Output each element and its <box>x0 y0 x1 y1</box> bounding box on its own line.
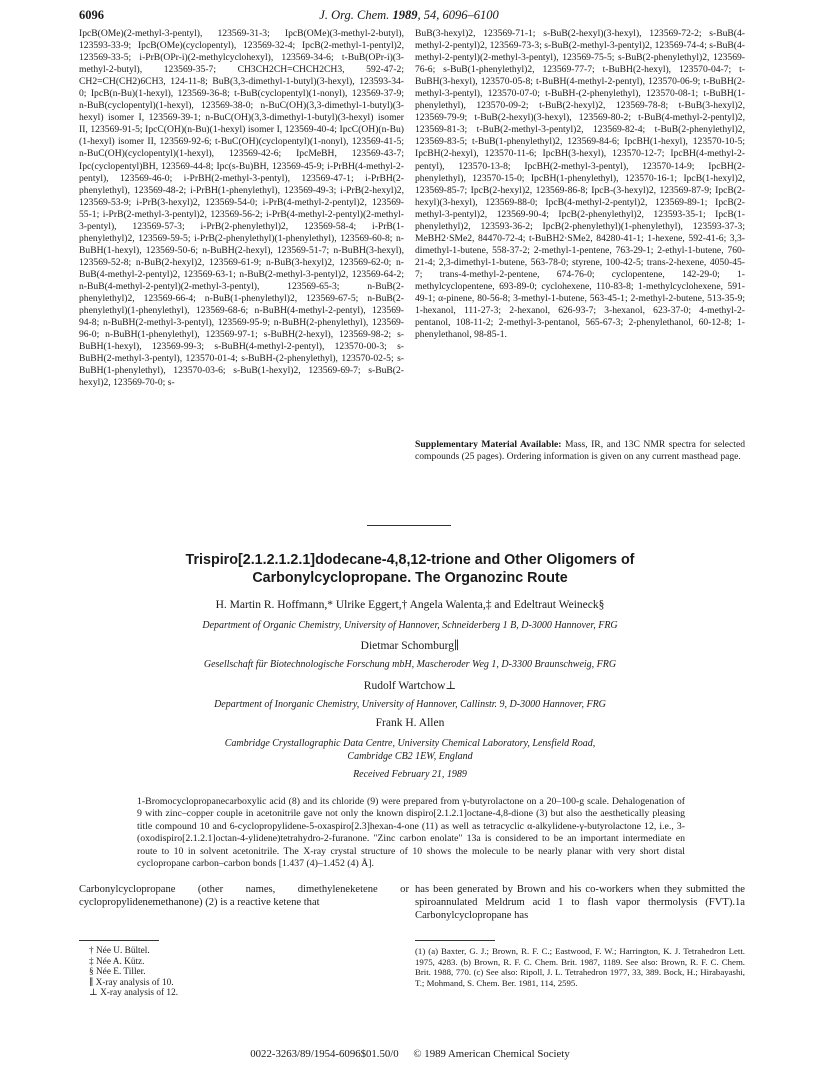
abstract: 1-Bromocyclopropanecarboxylic acid (8) and its chloride (9) were prepared from γ-butyrolactone on a 20–100-g scale. Dehalogenation of 9 with zinc–copper couple in acetonitrile gave not only the known dispiro[2.1.2.1]octane-4,8-dione (3) but also the aesthetically pleasing title compound 10 and 6-cyclopropylidene-5-oxaspiro[2.3]hexan-4-one (11) as well as tetracyclic α-alkylidene-γ-butyrolactone 12, i.e., 3-(oxodispiro[2.1.2.1]octan-4-ylidene)tetrahydro-2-furanone. "Zinc carbon enolate" 13a is considered to be an important intermediate en route to 10 in solvent acetonitrile. The X-ray crystal structure of 10 shows the molecule to be nearly planar with very short distal cyclopropane carbon–carbon bonds [1.437 (4)–1.452 (4) Å]. <box>137 796 685 870</box>
supplementary-label: Supplementary Material Available: <box>415 439 562 450</box>
footnote-item: ∥ X-ray analysis of 10. <box>89 977 174 988</box>
registry-numbers-right: BuB(3-hexyl)2, 123569-71-1; s-BuB(2-hexyl)(3-hexyl), 123569-72-2; s-BuB(4-methyl-2-pentyl)2, 123569-73-3; s-BuB(2-methyl-3-pentyl)2, 123569-74-4; s-BuB(4-methyl-2-pentyl)(2-methyl-3-pentyl), 123569-75-5; s-BuB(2-phenylethyl)2, 123569-76-6; s-BuB(1-phenylethyl)2, 123569-77-7; t-BuBH(2-hexyl), 123570-04-7; t-BuBH(3-hexyl), 123570-05-8; t-BuBH(4-methyl-2-pentyl), 123570-06-9; t-BuBH(2-methyl-3-pentyl), 123570-07-0; t-BuBH-(2-phenylethyl), 123570-08-1; t-BuBH(1-phenylethyl), 123570-09-2; t-BuB(2-hexyl)2, 123569-78-8; t-BuB(3-hexyl)2, 123569-79-9; t-BuB(2-hexyl)(3-hexyl), 123569-80-2; t-BuB(4-methyl-2-pentyl)2, 123569-81-3; t-BuB(2-methyl-3-pentyl)2, 123569-82-4; t-BuB(2-phenylethyl)2, 123569-83-5; t-BuB(1-phenylethyl)2, 123569-84-6; IpcBH(1-hexyl), 123570-10-5; IpcBH(2-hexyl), 123570-11-6; IpcBH(3-hexyl), 123570-12-7; IpcBH(4-methyl-2-pentyl), 123570-13-8; IpcBH(2-methyl-3-pentyl), 123570-14-9; IpcBH(2-phenylethyl), 123570-15-0; IpcBH(1-phenylethyl), 123570-16-1; IpcB(1-hexyl)2, 123569-85-7; IpcB(2-hexyl)2, 123569-86-8; IpcB-(3-hexyl)2, 123569-87-9; IpcB(2-hexyl)(3-hexyl), 123569-88-0; IpcB(4-methyl-2-pentyl)2, 123569-89-1; IpcB(2-methyl-3-pentyl)2, 123569-90-4; IpcB(2-phenylethyl)2, 123593-35-1; IpcB(1-phenylethyl)2, 123593-36-2; IpcB(2-phenylethyl)(1-phenylethyl), 123593-37-3; MeBH2·SMe2, 84470-72-4; t-BuBH2·SMe2, 84280-41-1; 1-hexene, 592-41-6; 3,3-dimethyl-1-butene, 558-37-2; 2-methyl-1-pentene, 763-29-1; 2-ethyl-1-butene, 760-21-4; 2,3-dimethyl-1-butene, 563-78-0; styrene, 100-42-5; trans-2-hexene, 4050-45-7; trans-4-methyl-2-pentene, 674-76-0; cyclopentene, 142-29-0; 1-methylcyclopentene, 693-89-0; cyclohexene, 110-83-8; 1-methylcyclohexene, 591-49-1; α-pinene, 80-56-8; 3-methyl-1-butene, 563-45-1; 2-methyl-2-butene, 513-35-9; 1-hexanol, 111-27-3; 2-hexanol, 626-93-7; 3-hexanol, 623-37-0; 4-methyl-2-pentanol, 108-11-2; 2-methyl-3-pentanol, 565-67-3; 2-phenylethanol, 60-12-8; 1-phenylethanol, 98-85-1. <box>415 28 745 341</box>
journal-volume: 54 <box>423 8 437 22</box>
affiliation-ccdc <box>100 737 720 763</box>
title-line-2: Carbonylcyclopropane. The Organozinc Route <box>252 570 568 586</box>
journal-year: 1989 <box>392 8 418 22</box>
footnote-item: ⊥ X-ray analysis of 12. <box>89 988 179 999</box>
copyright: © 1989 American Chemical Society <box>413 1048 570 1060</box>
page-number: 6096 <box>79 8 104 22</box>
journal-citation: J. Org. Chem. 1989, 54, 6096–6100 <box>319 8 499 22</box>
footnote-item: † Née U. Bültel. <box>89 946 150 956</box>
journal-pages: 6096–6100 <box>442 8 499 22</box>
body-text-left: Carbonylcyclopropane (other names, dimethyleneketene or cyclopropylidenemethanone) (2) is a reactive ketene that <box>79 884 409 909</box>
received-date: Received February 21, 1989 <box>353 769 467 780</box>
article-code: 0022-3263/89/1954-6096$01.50/0 <box>250 1048 399 1060</box>
affiliation-ccdc-line-1: Cambridge Crystallographic Data Centre, University Chemical Laboratory, Lensfield Road, <box>224 738 596 749</box>
section-divider <box>367 525 451 526</box>
affiliation-hannover-organic: Department of Organic Chemistry, University of Hannover, Schneiderberg 1 B, D-3000 Hannover, FRG <box>202 620 618 631</box>
page-footer <box>100 1048 720 1060</box>
article-title <box>100 551 720 587</box>
affiliation-ccdc-line-2: Cambridge CB2 1EW, England <box>347 751 473 762</box>
author-list: H. Martin R. Hoffmann,* Ulrike Eggert,† Angela Walenta,‡ and Edeltraut Weineck§ <box>215 599 605 611</box>
affiliation-hannover-inorganic: Department of Inorganic Chemistry, University of Hannover, Callinstr. 9, D-3000 Hannover, FRG <box>214 699 606 710</box>
author-schomburg: Dietmar Schomburg∥ <box>360 640 460 652</box>
supplementary-material <box>415 439 745 463</box>
body-text-right: has been generated by Brown and his co-workers when they submitted the spiroannulated Meldrum acid 1 to flash vapor thermolysis (FVT).1a Carbonylcyclopropane has <box>415 884 745 922</box>
affiliation-gbf: Gesellschaft für Biotechnologische Forschung mbH, Mascheroder Weg 1, D-3300 Braunschweig, FRG <box>203 659 617 670</box>
reference-footnote: (1) (a) Baxter, G. J.; Brown, R. F. C.; Eastwood, F. W.; Harrington, K. J. Tetrahedron Lett. 1975, 4283. (b) Brown, R. F. C. Chem. Brit. 1987, 1189. See also: Brown, R. F. C. Chem. Brit. 1988, 770. (c) See also: Ripoll, J. L. Tetrahedron 1977, 33, 389. Bock, H.; Hirabayashi, T.; Mohmand, S. Chem. Ber. 1981, 114, 2595. <box>415 946 745 988</box>
supplementary-text: Mass, IR, and 13C NMR spectra for selected compounds (25 pages). Ordering information is given on any current masthead page. <box>415 439 746 463</box>
author-wartchow: Rudolf Wartchow⊥ <box>363 680 457 692</box>
registry-numbers-left: IpcB(OMe)(2-methyl-3-pentyl), 123569-31-3; IpcB(OMe)(3-methyl-2-butyl), 123593-33-9; IpcB(OMe)(cyclopentyl), 123569-32-4; IpcB(2-methyl-1-pentyl)2, 123569-33-5; i-PrB(OPr-i)(2-methylcyclohexyl), 123569-34-6; t-BuB(OPr-i)(3-methyl-2-butyl), 123569-35-7; CH3CH2CH=CHCH2CH3, 592-47-2; CH2=CH(CH2)6CH3, 124-11-8; BuB(3,3-dimethyl-1-butyl)(3-hexyl), 123593-34-0; IpcB(n-Bu)(1-hexyl), 123569-36-8; t-BuB(cyclopentyl)(1-nonyl), 123569-37-9; n-BuB(cyclopentyl)(1-hexyl), 123569-38-0; n-BuC(OH)(3,3-dimethyl-1-butyl)(3-hexyl) isomer I, 123569-39-1; n-BuC(OH)(3,3-dimethyl-1-butyl)(3-hexyl) isomer II, 123569-91-5; IpcC(OH)(n-Bu)(1-hexyl) isomer I, 123569-40-4; IpcC(OH)(n-Bu)(1-hexyl) isomer II, 123569-92-6; t-BuC(OH)(cyclopentyl)(1-nonyl), 123569-41-5; n-BuC(OH)(cyclopentyl)(1-hexyl), 123569-42-6; IpcMeBH, 123569-43-7; Ipc(cyclopentyl)BH, 123569-44-8; Ipc(s-Bu)BH, 123569-45-9; i-PrBH(4-methyl-2-pentyl), 123569-46-0; i-PrBH(2-methyl-3-pentyl), 123569-47-1; i-PrBH(2-phenylethyl), 123569-48-2; i-PrBH(1-phenylethyl), 123569-49-3; i-PrB(2-hexyl)2, 123569-53-9; i-PrB(3-hexyl)2, 123569-54-0; i-PrB(4-methyl-2-pentyl)2, 123569-55-1; i-PrB(2-methyl-3-pentyl)2, 123569-56-2; i-PrB(4-methyl-2-pentyl)(2-methyl-3-pentyl), 123569-57-3; i-PrB(2-phenylethyl)2, 123569-58-4; i-PrB(1-phenylethyl)2, 123569-59-5; i-PrB(2-phenylethyl)(1-phenylethyl), 123569-60-8; n-BuBH(1-hexyl), 123569-50-6; n-BuBH(2-hexyl), 123569-51-7; n-BuBH(3-hexyl), 123569-52-8; n-BuB(2-hexyl)2, 123569-61-9; n-BuB(3-hexyl)2, 123569-62-0; n-BuB(4-methyl-2-pentyl)2, 123569-63-1; n-BuB(2-methyl-3-pentyl)2, 123569-64-2; n-BuB(4-methyl-2-pentyl)(2-methyl-3-pentyl), 123569-65-3; n-BuB(2-phenylethyl)2, 123569-66-4; n-BuB(1-phenylethyl)2, 123569-67-5; n-BuB(2-phenylethyl)(1-phenylethyl), 123569-68-6; n-BuBH(4-methyl-2-pentyl), 123569-94-8; n-BuBH(2-methyl-3-pentyl), 123569-95-9; n-BuBH(2-phenylethyl), 123569-96-0; n-BuBH(1-phenylethyl), 123569-97-1; s-BuBH(2-hexyl), 123569-98-2; s-BuBH(1-hexyl), 123569-99-3; s-BuBH(4-methyl-2-pentyl), 123570-00-3; s-BuBH(2-methyl-3-pentyl), 123570-01-4; s-BuBH-(2-phenylethyl), 123570-02-5; s-BuBH(1-phenylethyl), 123570-03-6; s-BuB(1-hexyl)2, 123569-69-7; s-BuB(2-hexyl)2, 123569-70-0; s- <box>79 28 404 389</box>
footnote-item: ‡ Née A. Kütz. <box>89 956 145 967</box>
author-footnotes <box>89 946 389 999</box>
author-allen: Frank H. Allen <box>375 717 445 729</box>
title-line-1: Trispiro[2.1.2.1.2.1]dodecane-4,8,12-trione and Other Oligomers of <box>185 552 635 568</box>
footnote-divider-left <box>79 940 159 941</box>
journal-name: J. Org. Chem. <box>319 8 390 22</box>
footnote-item: § Née E. Tiller. <box>89 967 146 978</box>
footnote-divider-right <box>415 940 495 941</box>
running-header <box>79 8 739 28</box>
